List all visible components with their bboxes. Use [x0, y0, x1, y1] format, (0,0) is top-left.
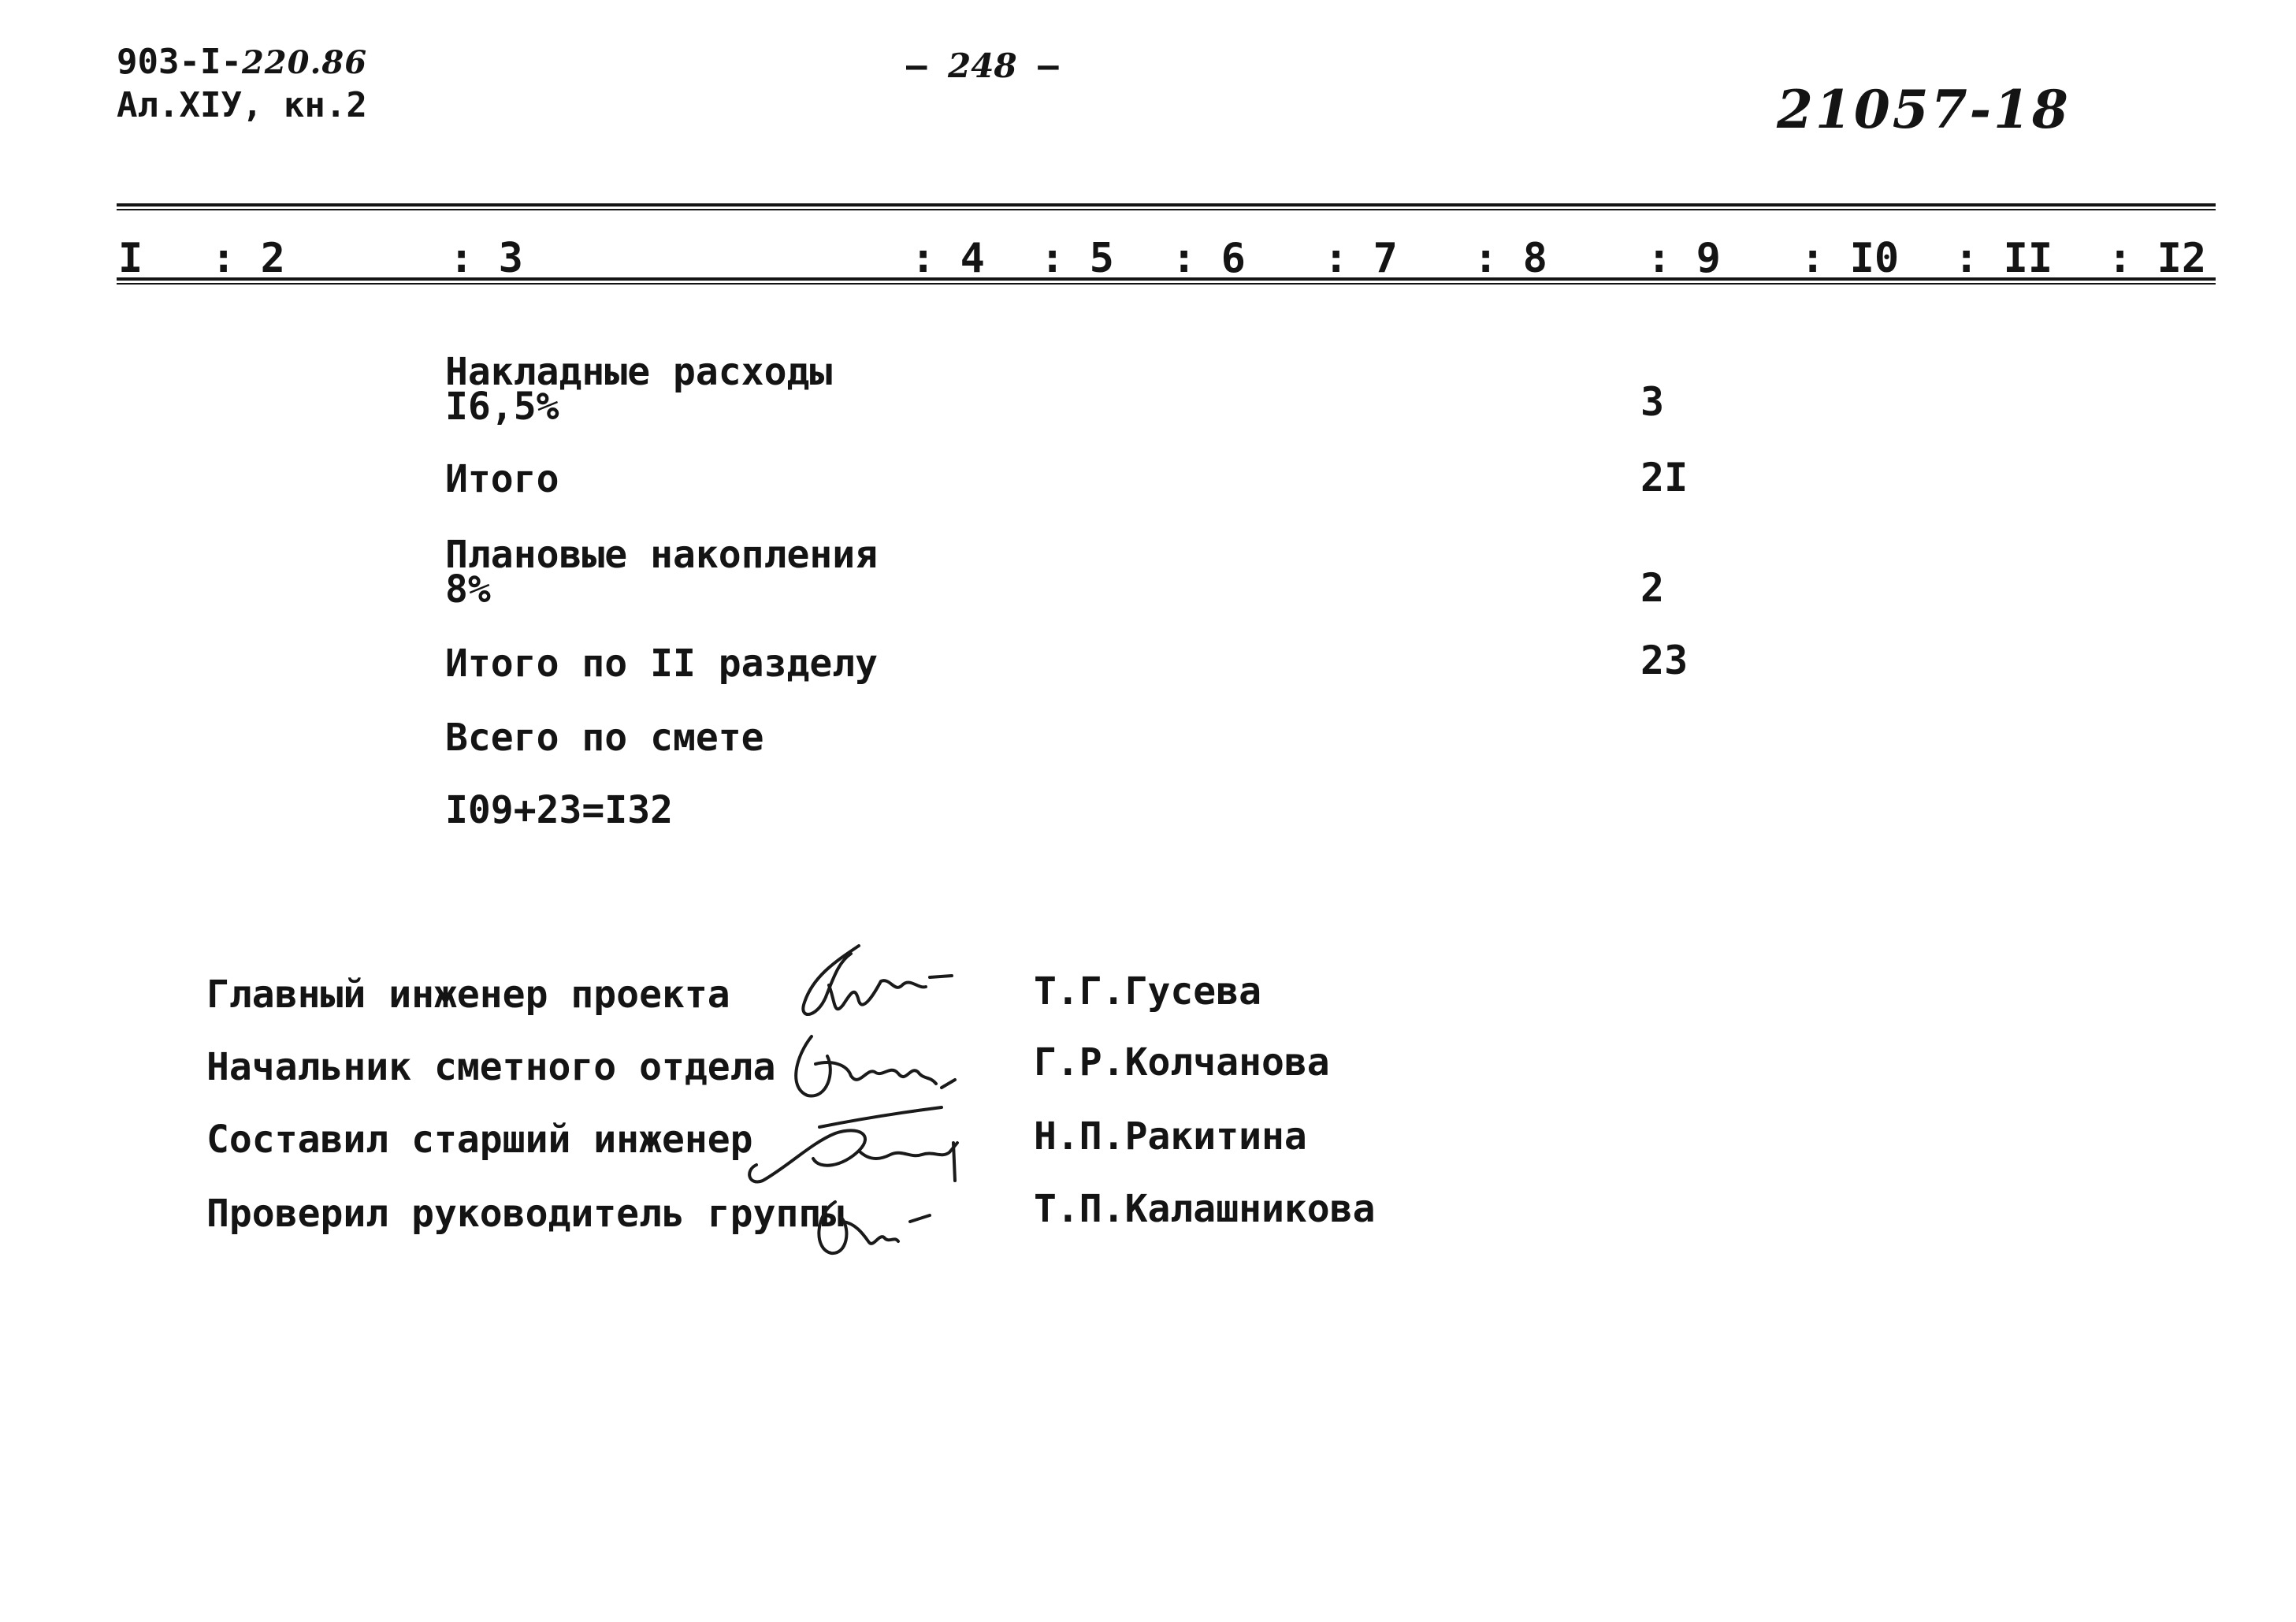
column-number-11: : II	[1954, 235, 2053, 282]
document-code	[117, 41, 367, 127]
summary-label-section-total: Итого по II разделу	[445, 642, 879, 686]
summary-grand-total-formula: I09+23=I32	[445, 788, 673, 832]
table-top-rule-thin	[117, 209, 2216, 210]
summary-label-subtotal: Итого	[445, 457, 559, 501]
summary-label-grand-total: Всего по смете	[445, 716, 764, 760]
series-line	[117, 41, 367, 84]
signature-group-lead	[819, 1202, 930, 1253]
column-number-4: : 4	[911, 235, 985, 282]
column-number-6: : 6	[1172, 235, 1246, 282]
column-number-2: : 2	[211, 235, 285, 282]
signatory-name-estimates-head: Г.Р.Колчанова	[1034, 1040, 1330, 1084]
signatory-name-group-lead: Т.П.Калашникова	[1034, 1187, 1376, 1231]
column-number-3: : 3	[449, 235, 523, 282]
page-number-value: 248	[947, 47, 1017, 85]
series-handwritten: 220.86	[241, 44, 368, 81]
album-line: Ал.XIУ, кн.2	[117, 85, 367, 125]
column-number-8: : 8	[1473, 235, 1547, 282]
signature-senior-engineer	[749, 1107, 957, 1181]
summary-value-overhead: 3	[1640, 379, 1665, 425]
summary-value-section-total: 23	[1640, 638, 1689, 683]
summary-value-subtotal: 2I	[1640, 455, 1689, 500]
signatory-name-chief-engineer: Т.Г.Гусева	[1034, 969, 1261, 1014]
signature-estimates-head	[796, 1036, 955, 1096]
table-top-rule	[117, 203, 2216, 206]
column-number-10: : I0	[1800, 235, 1900, 282]
signature-chief-engineer	[803, 946, 952, 1014]
inventory-number: 21057-18	[1777, 79, 2071, 140]
signatory-name-senior-engineer: Н.П.Ракитина	[1034, 1114, 1307, 1159]
signatory-role-senior-engineer: Составил старший инженер	[206, 1118, 753, 1162]
signatory-role-chief-engineer: Главный инженер проекта	[206, 973, 730, 1017]
handwritten-signatures	[741, 930, 1009, 1269]
column-number-12: : I2	[2108, 235, 2207, 282]
table-header-bottom-rule	[117, 277, 2216, 281]
summary-value-planned-savings: 2	[1640, 565, 1665, 611]
column-number-9: : 9	[1647, 235, 1721, 282]
signatory-role-estimates-head: Начальник сметного отдела	[206, 1045, 776, 1089]
column-number-7: : 7	[1324, 235, 1398, 282]
summary-label-planned-savings: Плановые накопления 8%	[445, 533, 879, 612]
column-number-5: : 5	[1040, 235, 1114, 282]
column-number-1: I	[118, 235, 143, 282]
page-number: – 248 –	[906, 46, 1059, 86]
table-header-bottom-rule-thin	[117, 283, 2216, 285]
series-code: 903-I-	[117, 42, 242, 82]
summary-label-overhead: Накладные расходы I6,5%	[445, 350, 833, 429]
signatory-role-group-lead: Проверил руководитель группы	[206, 1192, 845, 1236]
